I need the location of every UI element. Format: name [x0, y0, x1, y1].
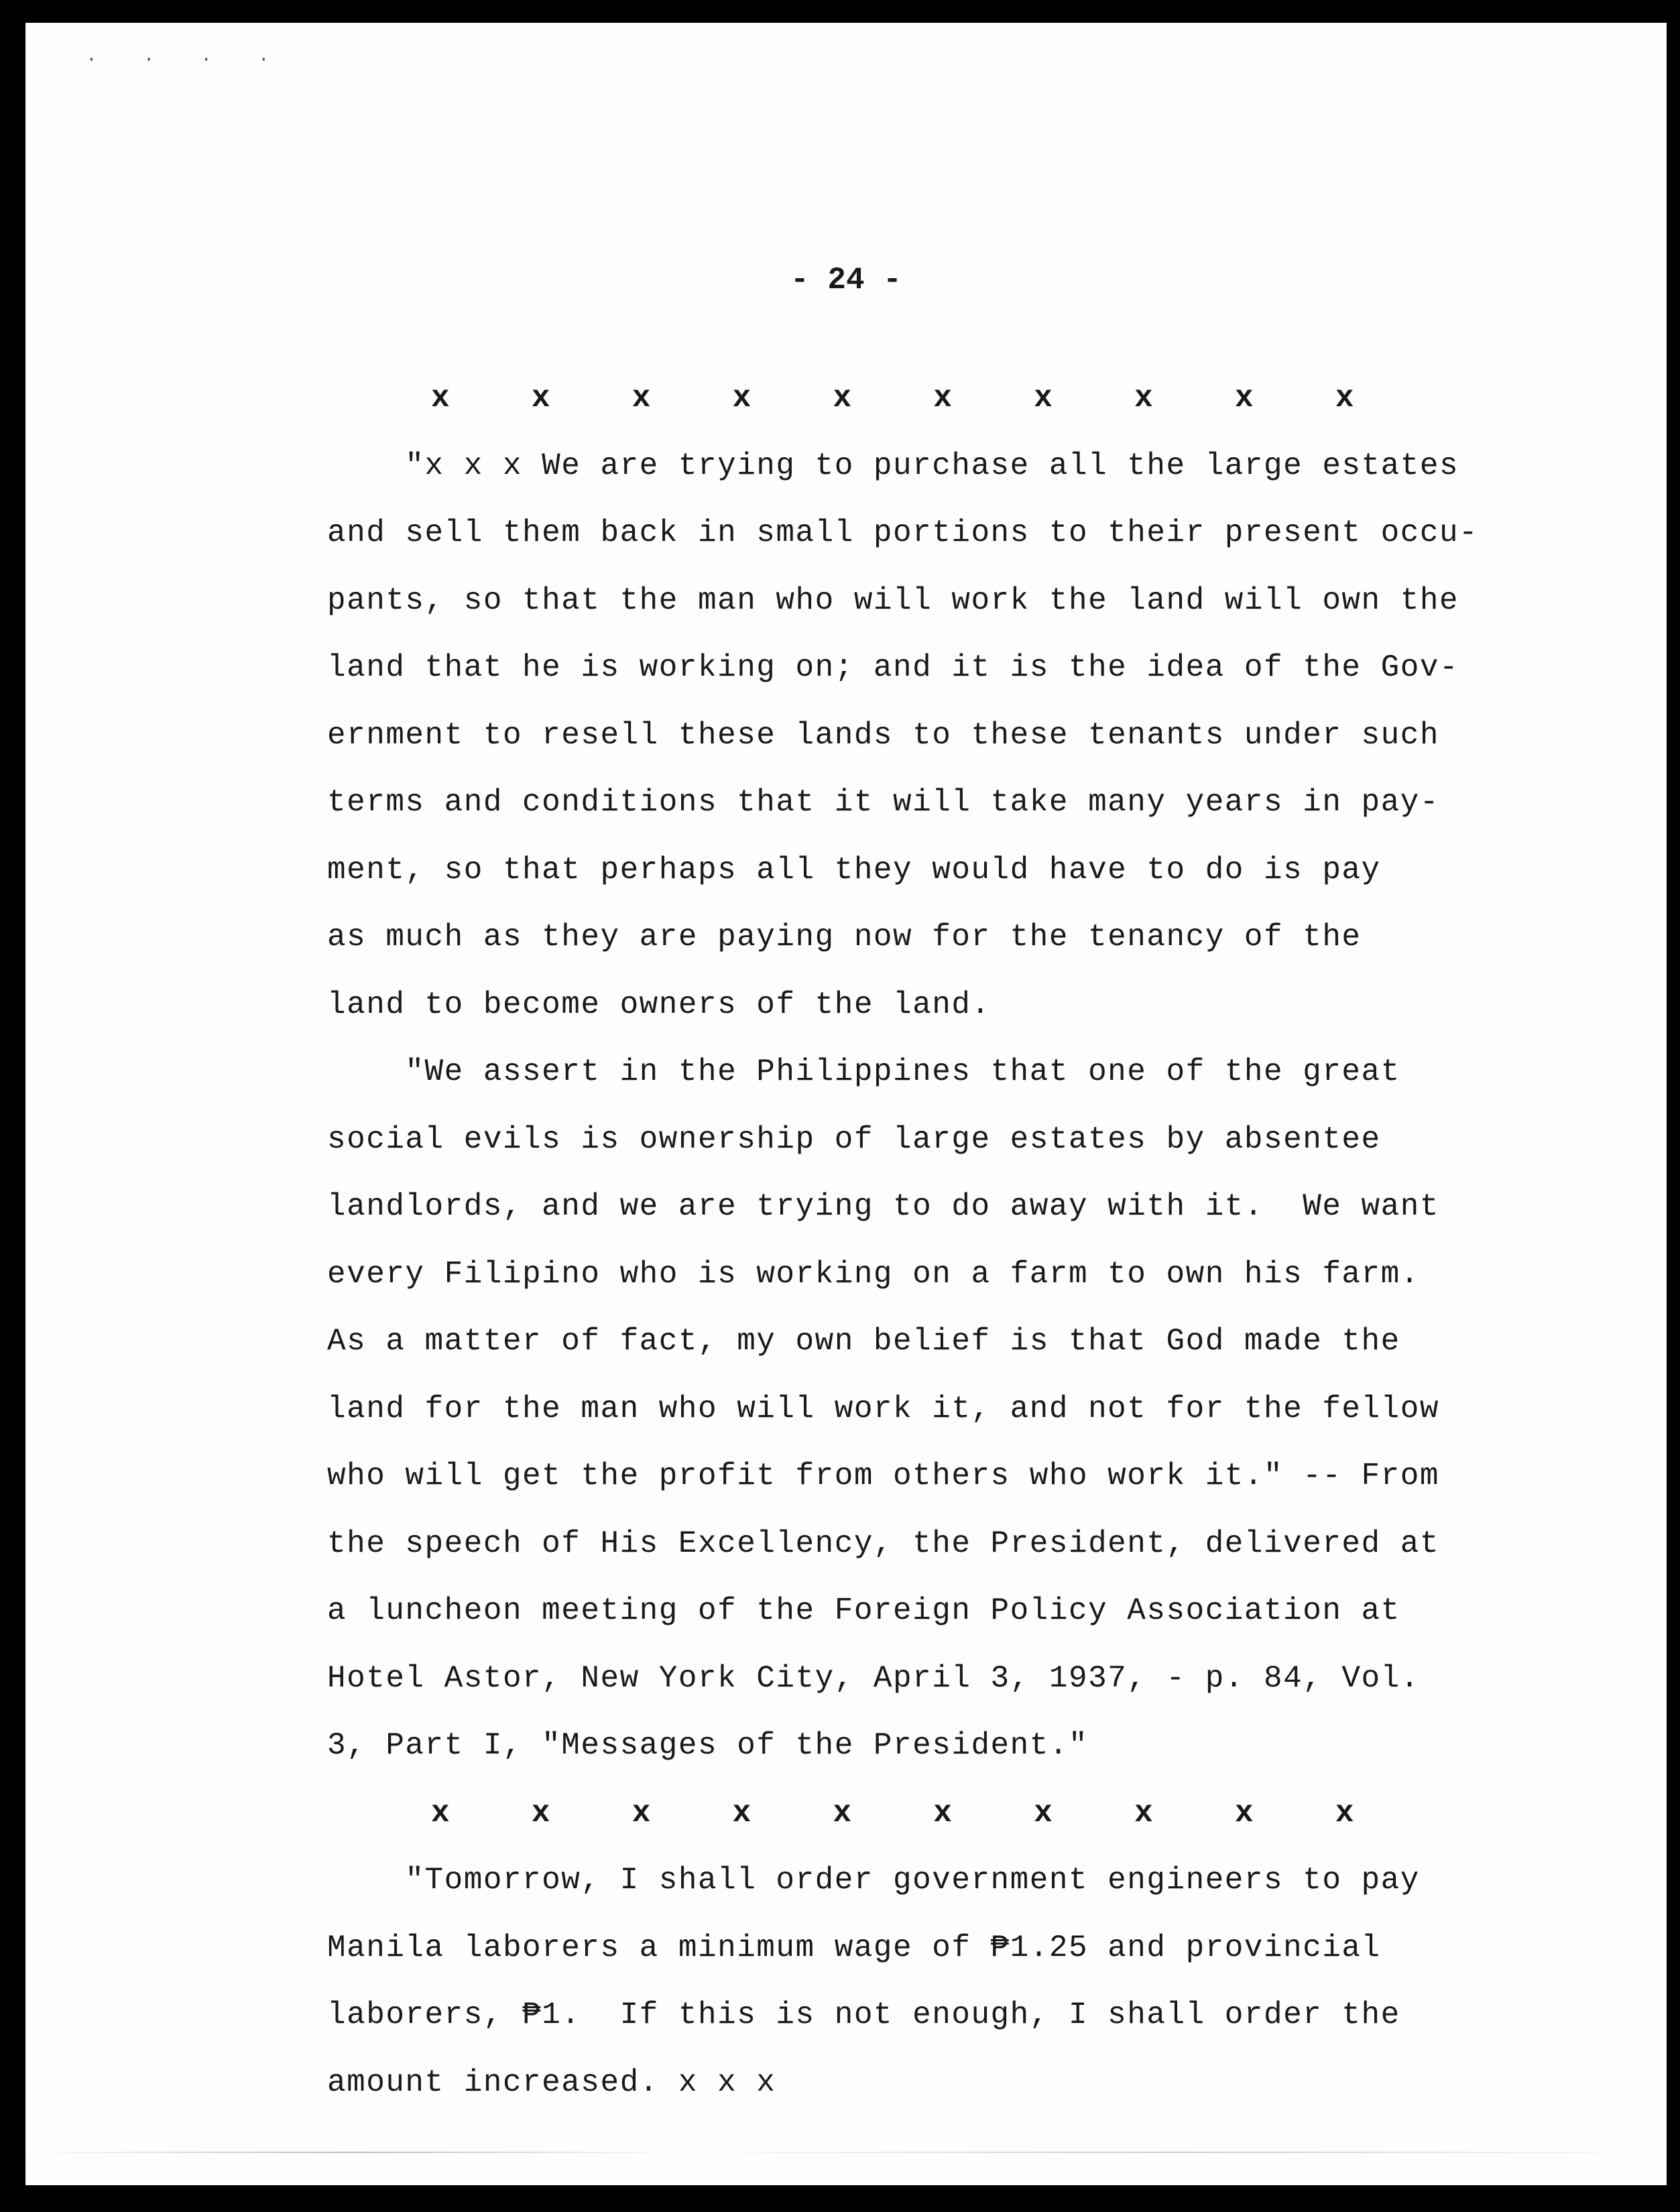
text-line: who will get the profit from others who work it." -- From	[327, 1459, 1439, 1493]
text-line: land to become owners of the land.	[327, 987, 991, 1022]
text-line: terms and conditions that it will take many years in pay-	[327, 785, 1439, 820]
text-line: "Tomorrow, I shall order government engineers to pay	[327, 1863, 1420, 1898]
paper-specks: · · · ·	[86, 50, 287, 70]
separator-x: x	[531, 381, 551, 416]
separator-x: x	[431, 1795, 451, 1831]
page-number: - 24 -	[790, 263, 902, 298]
typed-text	[327, 365, 1574, 2116]
document-page	[25, 23, 1667, 2185]
text-line: amount increased. x x x	[327, 2065, 776, 2100]
separator-x: x	[732, 381, 752, 416]
text-line: pants, so that the man who will work the land will own the	[327, 582, 1459, 618]
separator-x: x	[1134, 1795, 1154, 1831]
page-edge-marks	[25, 2152, 1667, 2153]
separator-x: x	[431, 381, 451, 416]
text-line: As a matter of fact, my own belief is that God made the	[327, 1324, 1400, 1359]
separator-x: x	[933, 381, 953, 416]
separator-bottom	[431, 1780, 1355, 1847]
text-line: Hotel Astor, New York City, April 3, 1937, - p. 84, Vol.	[327, 1660, 1420, 1696]
separator-x: x	[833, 1795, 853, 1831]
separator-x: x	[1335, 1795, 1355, 1831]
separator-x: x	[632, 381, 652, 416]
text-line: landlords, and we are trying to do away with it. We want	[327, 1189, 1439, 1224]
text-line: laborers, ₱1. If this is not enough, I shall order the	[327, 1998, 1400, 2032]
text-line: Manila laborers a minimum wage of ₱1.25 and provincial	[327, 1930, 1381, 1965]
separator-x: x	[1235, 381, 1255, 416]
separator-x: x	[732, 1795, 752, 1831]
text-line: ernment to resell these lands to these tenants under such	[327, 717, 1439, 753]
text-line: land for the man who will work it, and not for the fellow	[327, 1391, 1439, 1426]
text-line: a luncheon meeting of the Foreign Policy Association at	[327, 1593, 1400, 1628]
text-line: every Filipino who is working on a farm to own his farm.	[327, 1256, 1420, 1292]
separator-x: x	[1034, 1795, 1054, 1831]
separator-x: x	[531, 1795, 551, 1831]
separator-x: x	[1235, 1795, 1255, 1831]
text-line: the speech of His Excellency, the President, delivered at	[327, 1526, 1439, 1561]
text-line: "x x x We are trying to purchase all the large estates	[327, 448, 1459, 483]
separator-x: x	[1034, 381, 1054, 416]
separator-x: x	[632, 1795, 652, 1831]
separator-x: x	[933, 1795, 953, 1831]
text-line: as much as they are paying now for the tenancy of the	[327, 920, 1362, 955]
text-line: land that he is working on; and it is the idea of the Gov-	[327, 650, 1459, 685]
separator-x: x	[1335, 381, 1355, 416]
text-line: ment, so that perhaps all they would have to do is pay	[327, 852, 1381, 887]
separator-x: x	[1134, 381, 1154, 416]
text-line: social evils is ownership of large estates by absentee	[327, 1121, 1381, 1157]
text-line: 3, Part I, "Messages of the President."	[327, 1728, 1089, 1763]
text-line: and sell them back in small portions to their present occu-	[327, 515, 1479, 550]
separator-x: x	[833, 381, 853, 416]
separator-top	[431, 365, 1355, 432]
text-line: "We assert in the Philippines that one of the great	[327, 1054, 1400, 1089]
